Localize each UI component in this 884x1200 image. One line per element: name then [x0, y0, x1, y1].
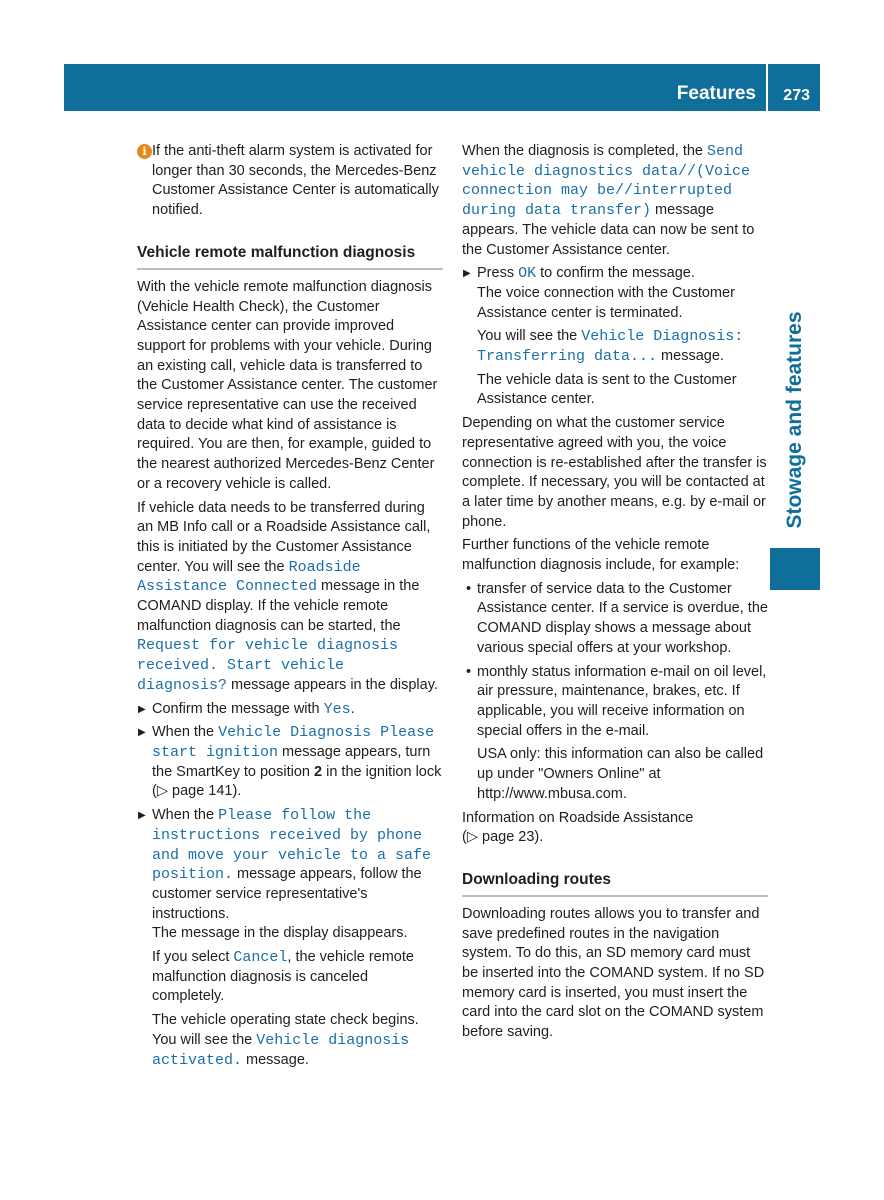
- paragraph: Downloading routes allows you to transfer and save predefined routes in the navigation system. To do this, an SD memory card must be inserted into the COMAND system. If no SD memory card is inserted, you must insert the card into the card slot on the COMAND system before saving.: [462, 905, 765, 1041]
- step-note: You will see the Vehicle Diagnosis: Transferring data... message.: [477, 328, 744, 366]
- triangle-right-icon: ▶: [463, 268, 471, 280]
- display-message: OK: [518, 265, 537, 283]
- triangle-right-icon: ▶: [138, 810, 146, 822]
- list-item: • transfer of service data to the Customer Assistance center. If a service is overdue, the COMAND display shows a message about various special offers at your workshop.: [466, 580, 768, 656]
- instruction-step: ▶ Confirm the message with Yes.: [138, 700, 355, 718]
- list-item-note: USA only: this information can also be called up under "Owners Online" at http://www.mbusa.com.: [477, 746, 764, 802]
- instruction-step: ▶ When the Vehicle Diagnosis Please start ignition message appears, turn the SmartKey to position 2 in the ignition lock (▷ page 141).: [138, 724, 442, 800]
- paragraph: If vehicle data needs to be transferred during an MB Info call or a Roadside Assistance call, this is initiated by the Customer Assistance center. You will see the Roadside Assistance Connected message in the COMAND display. If the vehicle remote malfunction diagnosis can be started, the Request for vehicle diagnosis received. Start vehicle diagnosis? message appears in the display.: [137, 499, 438, 694]
- chapter-tab-label: Stowage and features: [783, 311, 806, 529]
- step-note: If you select Cancel, the vehicle remote malfunction diagnosis is canceled completely.: [152, 949, 414, 1005]
- display-message: Vehicle diagnosis activated.: [152, 1031, 410, 1069]
- display-message: Send vehicle diagnostics data//(Voice connection may be//interrupted during data transfer): [462, 143, 751, 220]
- section-heading-downloading-routes: Downloading routes: [462, 870, 768, 897]
- header-divider: [766, 64, 768, 111]
- paragraph: Information on Roadside Assistance (▷ page 23).: [462, 809, 694, 846]
- header-bar: [64, 64, 820, 111]
- section-heading-diagnosis: Vehicle remote malfunction diagnosis: [137, 243, 443, 270]
- paragraph: Depending on what the customer service representative agreed with you, the voice connection is re-established after the transfer is complete. If necessary, you will be contacted at a later time by another means, e.g. by e-mail or phone.: [462, 415, 767, 530]
- triangle-right-icon: ▶: [138, 703, 146, 715]
- paragraph: When the diagnosis is completed, the Send vehicle diagnostics data//(Voice connection may be//interrupted during data transfer) message appears. The vehicle data can now be sent to the Customer Assistance center.: [462, 143, 755, 258]
- triangle-right-icon: ▶: [138, 727, 146, 739]
- right-column: [462, 142, 768, 1047]
- display-message: Vehicle Diagnosis: Transferring data...: [477, 328, 744, 366]
- display-message: Roadside Assistance Connected: [137, 558, 361, 596]
- info-icon: i: [137, 144, 152, 159]
- paragraph: With the vehicle remote malfunction diagnosis (Vehicle Health Check), the Customer Assistance center can provide improved support for problems with your vehicle. During an existing call, vehicle data is transferred to the Customer Assistance center. The customer service representative can use the received data to decide what kind of assistance is required. You are then, for example, guided to the nearest authorized Mercedes-Benz Center or a recovery vehicle is called.: [137, 278, 438, 492]
- instruction-step: ▶ When the Please follow the instructions received by phone and move your vehicle to a safe position. message appears, follow the customer service representative's instructions. The message in the display disappears.: [138, 807, 432, 942]
- step-note: The vehicle data is sent to the Customer Assistance center.: [477, 371, 737, 408]
- left-column: [137, 142, 443, 1074]
- display-message: Cancel: [233, 949, 288, 967]
- info-note-text: If the anti-theft alarm system is activated for longer than 30 seconds, the Mercedes-Benz Customer Assistance Center is automatically notified.: [152, 143, 439, 219]
- paragraph: Further functions of the vehicle remote malfunction diagnosis include, for example:: [462, 537, 740, 574]
- page-number: 273: [783, 87, 810, 104]
- list-item: • monthly status information e-mail on oil level, air pressure, maintenance, brakes, etc. If applicable, you will receive information on special offers in the e-mail.: [466, 663, 767, 739]
- display-message: Request for vehicle diagnosis received. Start vehicle diagnosis?: [137, 637, 399, 694]
- display-message: Please follow the instructions received by phone and move your vehicle to a safe position.: [152, 807, 432, 884]
- chapter-tab: [770, 300, 820, 540]
- section-title: Features: [676, 83, 756, 104]
- step-note: The vehicle operating state check begins. You will see the Vehicle diagnosis activated. message.: [152, 1012, 419, 1069]
- bullet-icon: •: [466, 663, 472, 680]
- instruction-step: ▶ Press OK to confirm the message. The voice connection with the Customer Assistance center is terminated.: [463, 265, 735, 321]
- display-message: Vehicle Diagnosis Please start ignition: [152, 724, 435, 761]
- bullet-icon: •: [466, 580, 472, 597]
- chapter-marker: [770, 548, 820, 590]
- info-note: [137, 142, 443, 221]
- display-message: Yes: [323, 700, 351, 718]
